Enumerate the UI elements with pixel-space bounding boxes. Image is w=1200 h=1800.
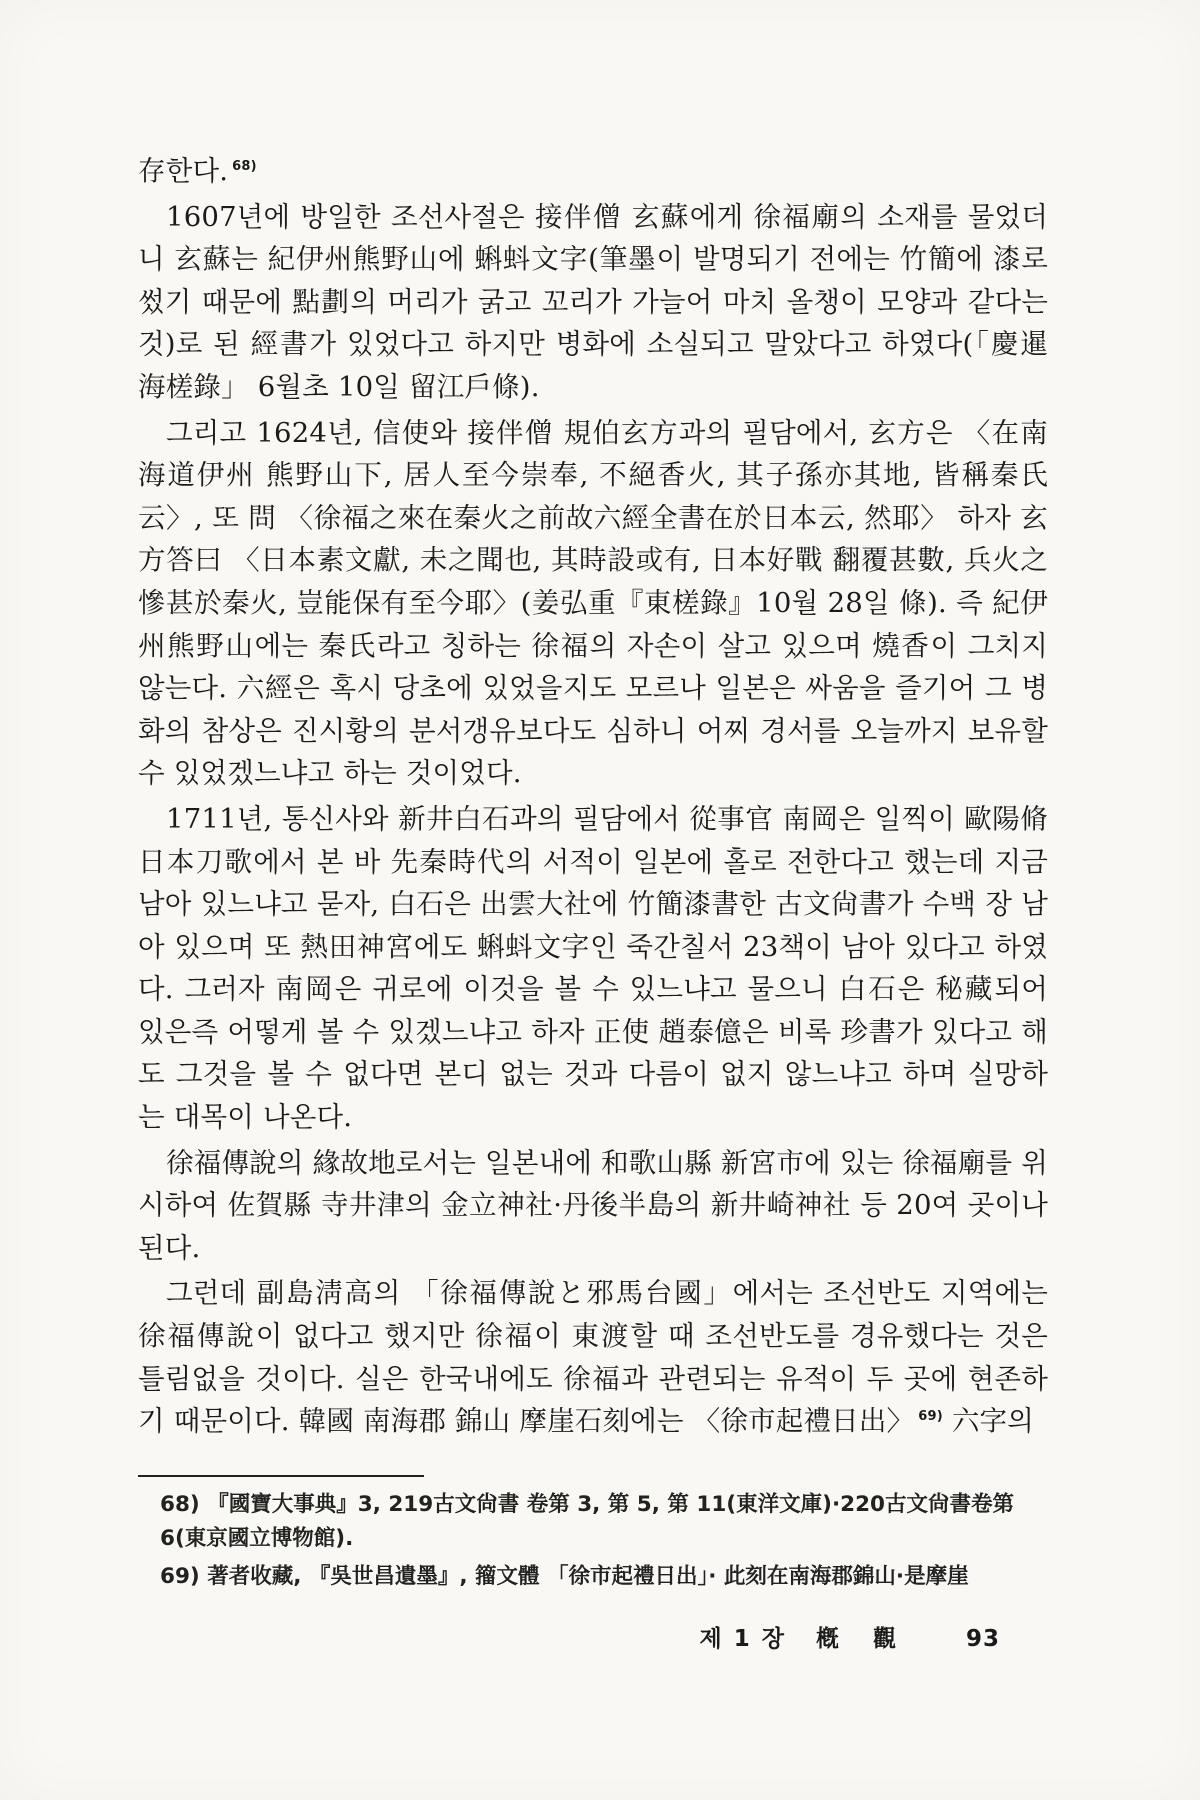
paragraph-korea-sites-tail: 六字의: [942, 1405, 1034, 1438]
paragraph-1624: 그리고 1624년, 信使와 接伴僧 規伯玄方과의 필담에서, 玄方은 〈在南海道伊州 熊野山下, 居人至今崇奉, 不絕香火, 其子孫亦其地, 皆稱秦氏云〉, 또 問 〈徐福之來在秦火之前故六經全書在於日本云, 然耶〉 하자 玄方答曰 〈日本素文獻, 未之聞也, 其時設或有, 日本好戰 翻覆甚數, 兵火之慘甚於秦火, 豈能保有至今耶〉(姜弘重『東槎錄』10월 28일 條). 즉 紀伊州熊野山에는 秦氏라고 칭하는 徐福의 자손이 살고 있으며 燒香이 그치지 않는다. 六經은 혹시 당초에 있었을지도 모르나 일본은 싸움을 즐기어 그 병화의 참상은 진시황의 분서갱유보다도 심하니 어찌 경서를 오늘까지 보유할 수 있었겠느냐고 하는 것이었다.: [138, 416, 1048, 790]
paragraph-korea-sites: [138, 1272, 1048, 1442]
chapter-label: 제 1 장: [699, 1626, 786, 1652]
footnote-ref-69: 69): [918, 1409, 943, 1425]
page-number: 93: [965, 1626, 1000, 1652]
paragraph-1711: 1711년, 통신사와 新井白石과의 필담에서 從事官 南岡은 일찍이 歐陽脩 日本刀歌에서 본 바 先秦時代의 서적이 일본에 홀로 전한다고 했는데 지금 남아 있느냐고 묻자, 白石은 出雲大社에 竹簡漆書한 古文尙書가 수백 장 남아 있으며 또 熱田神宮에도 蝌蚪文字인 죽간칠서 23책이 남아 있다고 하였다. 그러자 南岡은 귀로에 이것을 볼 수 있느냐고 물으니 白石은 秘藏되어 있은즉 어떻게 볼 수 있겠느냐고 하자 正使 趙泰億은 비록 珍書가 있다고 해도 그것을 볼 수 없다면 본디 없는 것과 다름이 없지 않느냐고 하며 실망하는 대목이 나온다.: [138, 802, 1048, 1134]
running-footer: [699, 1620, 1000, 1653]
footnote-68: 68) 『國寶大事典』3, 219古文尙書 卷第 3, 第 5, 第 11(東洋文庫)·220古文尙書卷第 6(東京國立博物館).: [160, 1492, 1015, 1551]
footnotes: [138, 1488, 1048, 1598]
paragraph-legend-sites: 徐福傳說의 緣故地로서는 일본내에 和歌山縣 新宮市에 있는 徐福廟를 위시하여 佐賀縣 寺井津의 金立神社·丹後半島의 新井崎神社 등 20여 곳이나 된다.: [138, 1146, 1048, 1264]
body-text: [138, 150, 1048, 1443]
paragraph-korea-sites-text: 그런데 副島淸高의 「徐福傳說と邪馬台國」에서는 조선반도 지역에는 徐福傳說이 없다고 했지만 徐福이 東渡할 때 조선반도를 경유했다는 것은 틀림없을 것이다. 실은 한국내에도 徐福과 관련되는 유적이 두 곳에 현존하기 때문이다. 韓國 南海郡 錦山 摩崖石刻에는 〈徐市起禮日出〉: [138, 1277, 1048, 1438]
footnote-69: 69) 著者收藏, 『吳世昌遺墨』, 籀文體 「徐市起禮日出」· 此刻在南海郡錦山·是摩崖: [160, 1564, 969, 1589]
opening-line: [138, 150, 1048, 193]
footnote-divider: [138, 1475, 424, 1477]
opening-line-text: 存한다.: [138, 155, 229, 187]
paragraph-1607: 1607년에 방일한 조선사절은 接伴僧 玄蘇에게 徐福廟의 소재를 물었더니 玄蘇는 紀伊州熊野山에 蝌蚪文字(筆墨이 발명되기 전에는 竹簡에 漆로 썼기 때문에 點劃의 머리가 굵고 꼬리가 가늘어 마치 올챙이 모양과 같다는 것)로 된 經書가 있었다고 하지만 병화에 소실되고 말았다고 하였다(「慶暹海槎錄」 6월초 10일 留江戶條).: [138, 200, 1048, 403]
chapter-title: 槪觀: [815, 1626, 930, 1652]
footnote-ref-68: 68): [232, 158, 257, 174]
